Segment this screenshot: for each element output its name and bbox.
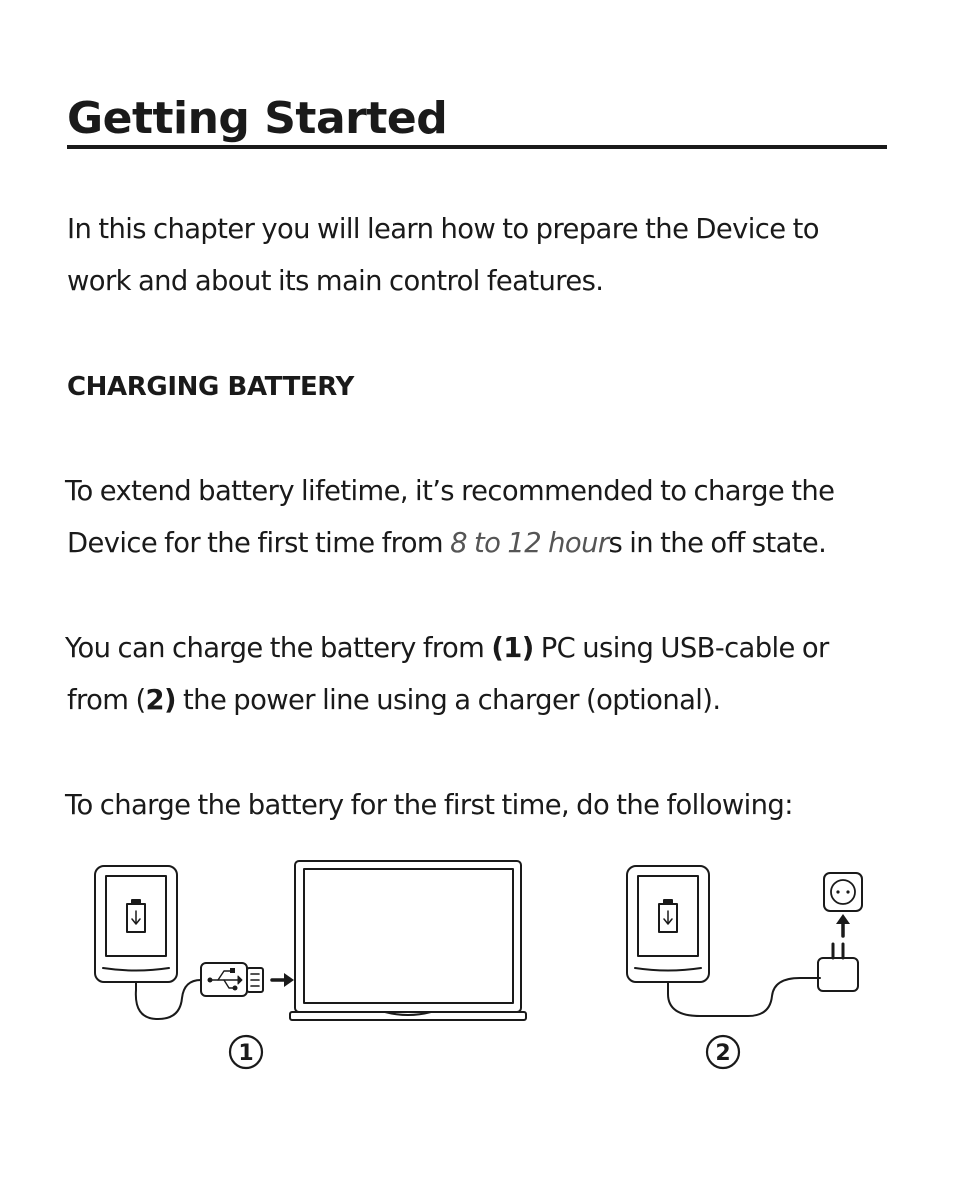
page-title: Getting Started — [67, 93, 448, 144]
option-2-label: 2 — [715, 1041, 731, 1066]
option-1-badge — [230, 1036, 262, 1068]
extend-line-2 — [67, 518, 826, 570]
extend-text-a: Device for the first time from — [67, 528, 451, 559]
extend-line-1: To extend battery lifetime, it’s recommended to charge the — [65, 476, 835, 507]
charge-text-a: You can charge the battery from — [65, 633, 492, 664]
intro-line-2: work and about its main control features. — [67, 266, 604, 297]
usb-icon — [201, 963, 263, 996]
battery-charging-icon — [127, 900, 145, 932]
charge-duration: 8 to 12 hour — [450, 528, 609, 559]
charge-text-b: PC using USB-cable or — [533, 633, 829, 664]
charging-illustration — [0, 850, 954, 1090]
charge-text-d: the power line using a charger (optional). — [175, 685, 721, 716]
title-rule — [67, 145, 887, 149]
usb-cable — [136, 980, 201, 1019]
wall-socket-icon — [824, 873, 862, 911]
battery-charging-icon — [659, 900, 677, 932]
charger-cable — [668, 978, 820, 1016]
charge-text-c: from ( — [67, 685, 146, 716]
first-charge-line: To charge the battery for the first time, do the following: — [65, 790, 793, 821]
laptop-icon — [290, 861, 526, 1020]
option-1-label: 1 — [238, 1041, 254, 1066]
option-1-ref: (1) — [491, 633, 534, 664]
intro-line-1: In this chapter you will learn how to prepare the Device to — [67, 214, 819, 245]
extend-text-b: s in the off state. — [608, 528, 827, 559]
power-adapter-icon — [818, 944, 858, 991]
charge-line-1 — [65, 623, 829, 675]
option-2-ref: 2) — [145, 685, 176, 716]
section-heading: CHARGING BATTERY — [67, 372, 354, 402]
charge-line-2 — [67, 675, 720, 727]
option-2-badge — [707, 1036, 739, 1068]
